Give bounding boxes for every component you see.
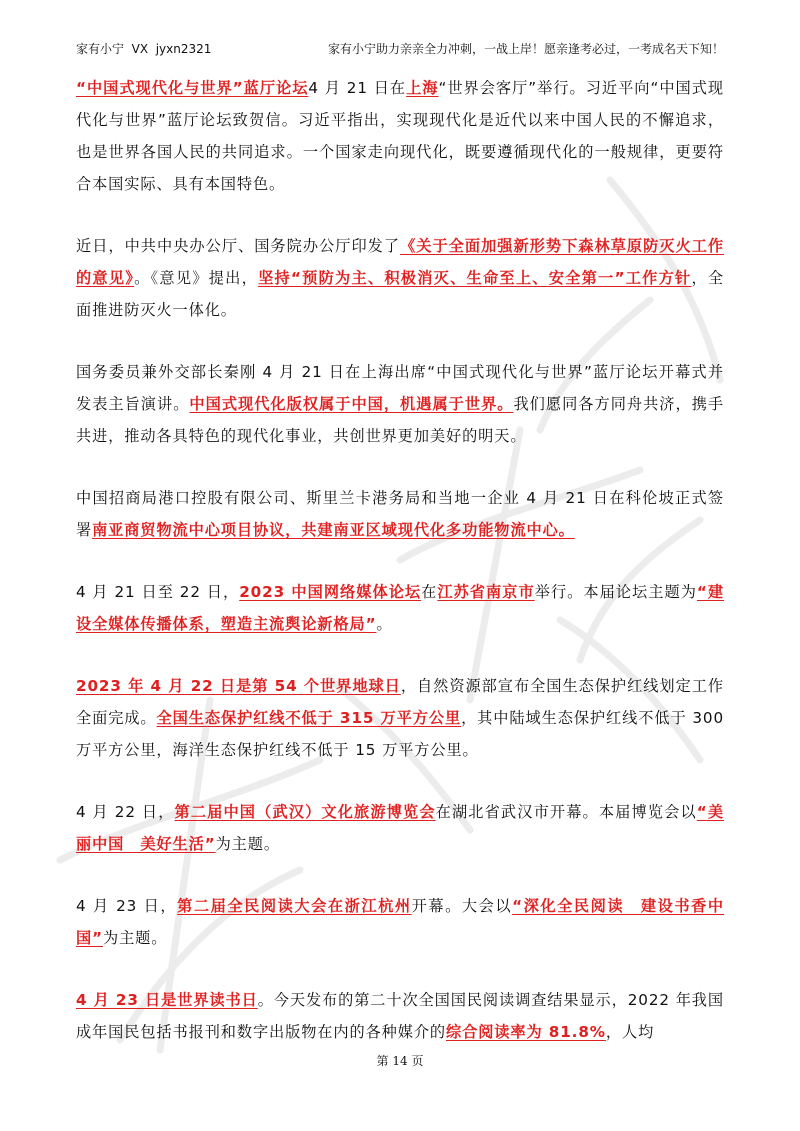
news-paragraph — [76, 670, 724, 766]
paragraph-text: 我们愿同各方同舟共济，携手共进，推动各具特色的现代化事业，共创世界更加美好的明天。 — [76, 395, 725, 445]
highlighted-keyphrase: 第二届中国（武汉）文化旅游博览会 — [174, 803, 436, 821]
header-left-text: 家有小宁 VX jyxn2321 — [76, 42, 212, 56]
header-right-text: 家有小宁助力亲亲全力冲刺，一战上岸！愿亲逢考必过，一考成名天下知！ — [327, 42, 724, 56]
paragraph-text: 在湖北省武汉市开幕。本届博览会以 — [435, 803, 697, 821]
paragraph-text: 。《意见》提出， — [134, 269, 259, 287]
highlighted-keyphrase: 江苏省南京市 — [437, 583, 535, 601]
paragraph-text: 4 月 21 日在 — [308, 79, 407, 97]
paragraph-text: 4 月 22 日， — [76, 803, 175, 821]
highlighted-keyphrase: “中国式现代化与世界”蓝厅论坛 — [76, 79, 309, 97]
paragraph-text: 为主题。 — [215, 835, 280, 853]
paragraph-text: 近日，中共中央办公厅、国务院办公厅印发了 — [76, 237, 401, 255]
highlighted-keyphrase: 上海 — [406, 79, 439, 97]
highlighted-keyphrase: “深化全民阅读 建设书香中国” — [76, 897, 724, 947]
paragraph-text: 国务委员兼外交部长秦刚 4 月 21 日在上海出席“中国式现代化与世界”蓝厅论坛开幕式并发表主旨演讲。 — [76, 363, 724, 413]
highlighted-keyphrase: 全国生态保护红线不低于 315 万平方公里 — [156, 709, 462, 727]
news-paragraph — [76, 72, 724, 200]
highlighted-keyphrase: “建设全媒体传播体系，塑造主流舆论新格局” — [76, 583, 725, 633]
paragraph-text: 4 月 21 日至 22 日， — [76, 583, 240, 601]
news-paragraph — [76, 576, 724, 640]
news-paragraph — [76, 230, 724, 326]
paragraph-text: 为主题。 — [102, 929, 168, 947]
paragraph-text: 。今天发布的第二十次全国国民阅读调查结果显示，2022 年我国成年国民包括书报刊和数字出版物在内的各种媒介的 — [76, 991, 724, 1041]
highlighted-keyphrase: 4 月 23 日是世界读书日 — [76, 991, 258, 1009]
news-paragraph — [76, 796, 724, 860]
news-paragraph — [76, 482, 724, 546]
article-body — [76, 72, 724, 1078]
page-header — [76, 40, 724, 58]
highlighted-keyphrase: 综合阅读率为 81.8% — [446, 1023, 606, 1041]
highlighted-keyphrase: 中国式现代化版权属于中国，机遇属于世界。 — [189, 395, 514, 413]
paragraph-text: 4 月 23 日， — [76, 897, 178, 915]
highlighted-keyphrase: 2023 年 4 月 22 日是第 54 个世界地球日 — [76, 677, 401, 695]
paragraph-text: ，自然资源部宣布全国生态保护红线划定工作全面完成。 — [76, 677, 724, 727]
paragraph-text: ，全面推进防灭火一体化。 — [76, 269, 724, 319]
news-paragraph — [76, 984, 724, 1048]
paragraph-text: 在 — [421, 583, 438, 601]
paragraph-text: 开幕。大会以 — [411, 897, 513, 915]
highlighted-keyphrase: 坚持“预防为主、积极消灭、生命至上、安全第一”工作方针 — [258, 269, 692, 287]
paragraph-text: “世界会客厅”举行。习近平向“中国式现代化与世界”蓝厅论坛致贺信。习近平指出，实现现代化是近代以来中国人民的不懈追求，也是世界各国人民的共同追求。一个国家走向现代化，既要遵循现代化的一般规律，更要符合本国实际、具有本国特色。 — [76, 79, 724, 193]
paragraph-text: 举行。本届论坛主题为 — [534, 583, 697, 601]
highlighted-keyphrase: 第二届全民阅读大会在浙江杭州 — [177, 897, 412, 915]
highlighted-keyphrase: “美丽中国 美好生活” — [76, 803, 724, 853]
paragraph-text: ，人均 — [605, 1023, 655, 1041]
paragraph-text: ，其中陆域生态保护红线不低于 300 万平方公里，海洋生态保护红线不低于 15 万平方公里。 — [76, 709, 725, 759]
news-paragraph — [76, 356, 724, 452]
highlighted-keyphrase: 南亚商贸物流中心项目协议，共建南亚区域现代化多功能物流中心。 — [92, 521, 575, 539]
page-number: 第 14 页 — [376, 1054, 424, 1068]
paragraph-text: 中国招商局港口控股有限公司、斯里兰卡港务局和当地一企业 4 月 21 日在科伦坡正式签署 — [76, 489, 724, 539]
paragraph-text: 。 — [376, 615, 393, 633]
highlighted-keyphrase: 《关于全面加强新形势下森林草原防灭火工作的意见》 — [76, 237, 725, 287]
news-paragraph — [76, 890, 724, 954]
highlighted-keyphrase: 2023 中国网络媒体论坛 — [239, 583, 422, 601]
